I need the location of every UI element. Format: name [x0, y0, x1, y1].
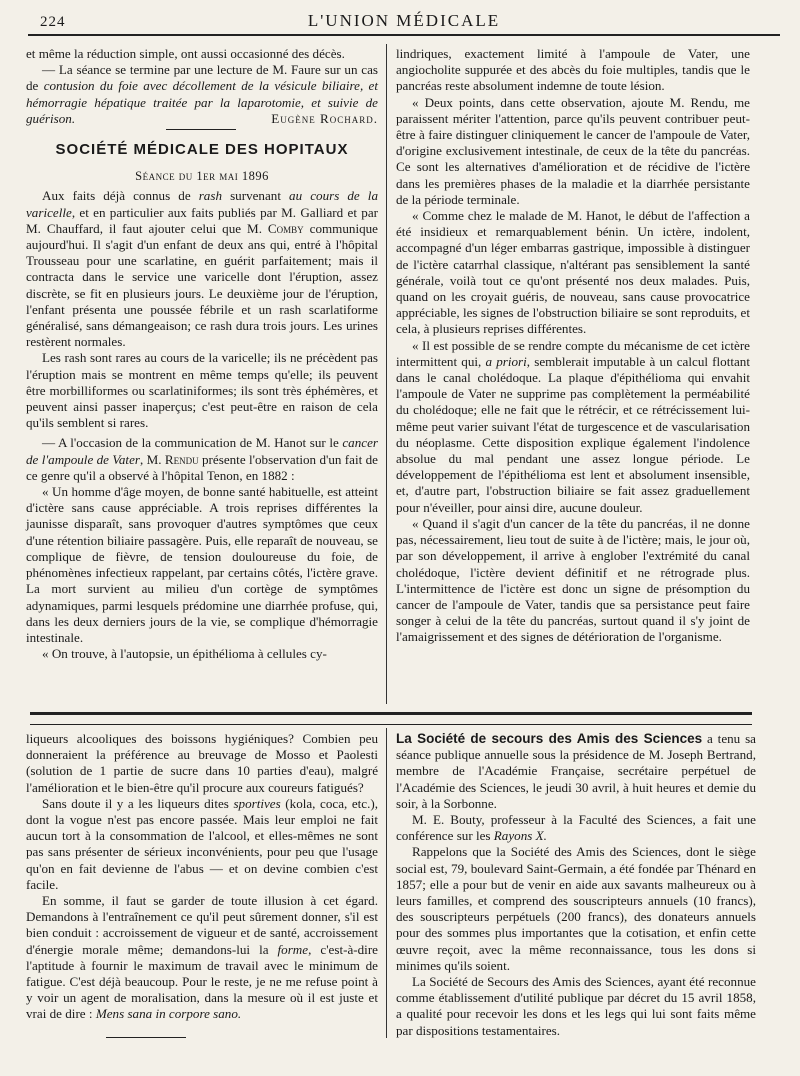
paragraph: « Deux points, dans cette observation, ajoute M. Rendu, me paraissent mériter l'attention, parce qu'ils peuvent contribuer peut-être à faire distinguer cliniquement le cancer de l'ampoule de Vater, d'origine exclusivement intestinale, de ceux de la tête du pancréas. Ce sont les alternatives d'amélioration et de récidive de l'ictère dans les premières phases de la maladie et la diarrhée persistante de la période terminale.	[396, 94, 750, 207]
paragraph: « Il est possible de se rendre compte du mécanisme de cet ictère intermittent qui, a priori, semblerait imputable à un calcul flottant dans le canal cholédoque. La plaque d'épithélioma qui envahit l'ampoule de Vater ne supprime pas complètement la perméabilité du cholédoque; elle ne fait que le rétrécir, et ce rétrécissement lui-même peut varier suivant l'état de turgescence et de vascularisation du néoplasme. Cette disposition explique également l'indolence absolue du mal pendant une assez longue période. Le développement de l'épithélioma est lent et absolument insensible, et, d'autre part, l'obstruction biliaire se fait assez graduellement pour n'éveiller, pour ainsi dire, aucune douleur.	[396, 337, 750, 515]
paragraph: — A l'occasion de la communication de M. Hanot sur le cancer de l'ampoule de Vater, M. Rendu présente l'observation d'un fait de ce genre qu'il a observé à l'hôpital Tenon, en 1882 :	[26, 435, 378, 483]
end-rule	[106, 1037, 186, 1038]
page-number: 224	[40, 14, 66, 30]
signature: Eugène Rochard.	[271, 110, 378, 126]
journal-title: L'UNION MÉDICALE	[307, 11, 501, 30]
rule	[166, 129, 236, 130]
paragraph: Les rash sont rares au cours de la varicelle; ils ne précèdent pas l'éruption mais se montrent en même temps qu'elle; ils peuvent être morbilliformes ou scarlatiniformes; ils sont très éphémères, et peuvent ainsi passer inaperçus; c'est peut-être en raison de cela qu'ils semblent si rares.	[26, 350, 378, 431]
paragraph: lindriques, exactement limité à l'ampoule de Vater, une angiocholite suppurée et des abcès du foie multiples, tandis que le pancréas reste absolument indemne de toute lésion.	[396, 46, 750, 94]
paragraph: La Société de Secours des Amis des Sciences, ayant été reconnue comme établissement d'utilité publique par décret du 15 avril 1858, a qualité pour recevoir les dons et les legs qui lui sont faits même par dispositions testamentaires.	[396, 974, 756, 1038]
paragraph: Rappelons que la Société des Amis des Sciences, dont le siège social est, 79, boulevard Saint-Germain, a été fondée par Thénard en 1857; elle a pour but de venir en aide aux savants malheureux ou à leurs familles, et comprend des souscripteurs annuels (10 francs), des souscripteurs perpétuels (200 francs), des donateurs annuels pour des sommes plus importantes que la cotisation, et enfin cette œuvre reçoit, avec la même reconnaissance, tous les dons si minimes qu'ils soient.	[396, 844, 756, 973]
paragraph: Sans doute il y a les liqueurs dites sportives (kola, coca, etc.), dont la vogue n'est pas encore passée. Mais leur emploi ne fait aucun tort à la consommation de l'alcool, et elles-mêmes ne sont pas sans présenter de sérieux inconvénients, pour peu que l'usage qu'on en fait devienne de l'abus — et on devine combien c'est facile.	[26, 795, 379, 892]
paragraph: « Quand il s'agit d'un cancer de la tête du pancréas, il ne donne pas, nécessairement, lieu tout de suite à de l'ictère; mais, le jour où, par son développement, il arrive à englober l'extrémité du canal cholédoque, l'ictère devient définitif et ne rétrograde plus. L'intermittence de l'ictère est donc un signe de présomption du cancer de l'ampoule de Vater, tandis que sa persistance peut faire songer à celui de la tête du pancréas, surtout quand il s'y joint de l'amaigrissement et des signes de détérioration de l'organisme.	[396, 515, 750, 645]
paragraph: liqueurs alcooliques des boissons hygiéniques? Combien peu donneraient la préférence au breuvage de Mosso et Paolesti (solution de 1 partie de sucre dans 10 parties d'eau), malgré l'amélioration et le bien-être qu'il procure aux coureurs fatigués?	[26, 731, 378, 795]
session-date: Séance du 1er mai 1896	[135, 169, 269, 184]
page-header	[28, 8, 780, 36]
paragraph: et même la réduction simple, ont aussi occasionné des décès.	[26, 46, 345, 61]
column-divider-bottom	[386, 728, 387, 1038]
column-1	[26, 46, 378, 662]
paragraph: — La séance se termine par une lecture de M. Faure sur un cas de contusion du foie avec décollement de la vésicule biliaire, et hémorragie hépatique traitée par la laparotomie, et suivie de guérison. Eugène Rochard.	[26, 62, 378, 126]
section-separator	[30, 712, 752, 725]
paragraph: M. E. Bouty, professeur à la Faculté des Sciences, a fait une conférence sur les Rayons X.	[396, 812, 756, 844]
column-3	[26, 731, 378, 1038]
column-2	[396, 46, 750, 646]
column-4	[396, 731, 756, 1039]
paragraph: Aux faits déjà connus de rash survenant au cours de la varicelle, et en particulier aux faits publiés par M. Galliard et par M. Chauffard, il faut ajouter celui que M. Comby communique aujourd'hui. Il s'agit d'un enfant de deux ans qui, entré à l'hôpital Trousseau pour une scarlatine, en guérit parfaitement; mais il contracta dans le service une varicelle dont l'éruption, assez discrète, se fit en plusieurs jours. Le deuxième jour de l'éruption, l'enfant présenta une poussée fébrile et un rash scarlatiforme généralisé, sans démangeaison; ce rash dura trois jours. Les urines restèrent normales.	[26, 188, 378, 350]
column-divider-top	[386, 44, 387, 704]
paragraph: La Société de secours des Amis des Sciences a tenu sa séance publique annuelle sous la présidence de M. Joseph Bertrand, membre de l'Académie Française, secrétaire perpétuel de l'Académie des Sciences, le jeudi 30 avril, à huit heures et demie du soir, à la Sorbonne.	[396, 731, 756, 811]
paragraph: En somme, il faut se garder de toute illusion à cet égard. Demandons à l'entraînement ce qu'il peut sûrement donner, s'il est bien conduit : accroissement de vigueur et de santé, accroissement d'énergie morale même; demandons-lui la forme, c'est-à-dire l'aptitude à fournir le maximum de travail avec le minimum de fatigue. C'est déjà beaucoup. Pour le reste, je ne me refuse point à y voir un agent de moralisation, dans la mesure où il est juste et vrai de dire : Mens sana in corpore sano.	[26, 893, 378, 1022]
paragraph: « Un homme d'âge moyen, de bonne santé habituelle, est atteint d'ictère sans cause appréciable. A trois reprises différentes la jaunisse disparaît, sans provoquer d'autres symptômes que ceux d'une rétention biliaire passagère. Puis, elle reparaît de nouveau, se complique de fièvre, de tension douloureuse du foie, de phénomènes infectieux rappelant, par certains côtés, l'ictère grave. La mort survient au milieu d'un cortège de symptômes adynamiques, parmi lesquels prédomine une diarrhée profuse, qui, dans les deux derniers jours de la vie, se complique d'hémorragie intestinale.	[26, 484, 378, 645]
section-title: SOCIÉTÉ MÉDICALE DES HOPITAUX	[55, 141, 349, 159]
paragraph: « On trouve, à l'autopsie, un épithélioma à cellules cy-	[42, 646, 327, 662]
paragraph: « Comme chez le malade de M. Hanot, le début de l'affection a été insidieux et remarquablement bénin. Un ictère, indolent, accompagné d'un léger embarras gastrique, impossible à distinguer de l'ictère catarrhal classique, n'altérant pas sensiblement la santé générale, voilà tout ce qu'ont présenté nos deux malades. Puis, quand on les croyait guéris, de nouveau, sans cause provocatrice appréciable, les signes de l'obstruction biliaire se sont reproduits, et cela, à plusieurs reprises différentes.	[396, 208, 750, 337]
article-title: La Société de secours des Amis des Sciences	[396, 731, 703, 746]
